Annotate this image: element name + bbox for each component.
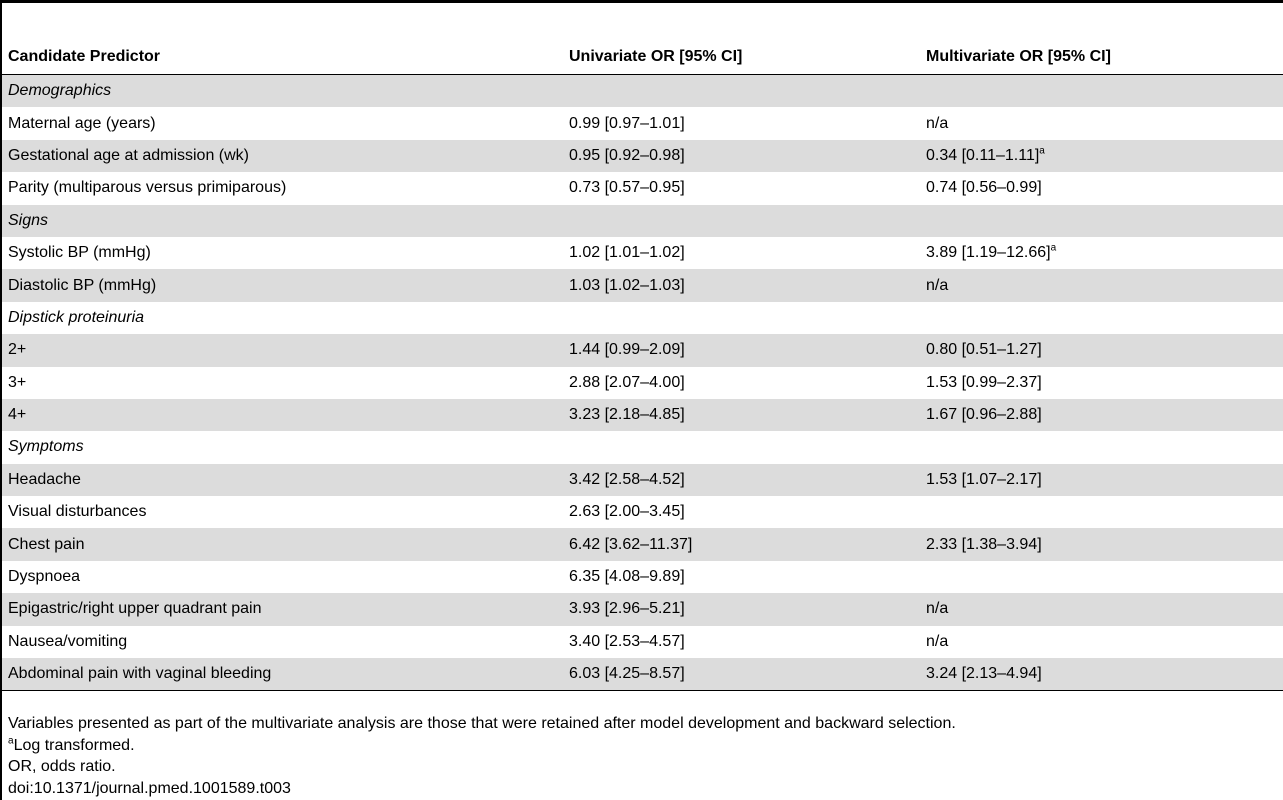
table-row <box>2 172 1283 204</box>
section-row <box>2 75 1283 108</box>
multivariate-or-cell <box>920 593 1283 625</box>
multivariate-or-cell <box>920 269 1283 301</box>
predictor-table <box>2 40 1283 691</box>
section-label: Demographics <box>2 75 563 108</box>
multivariate-or-cell <box>920 496 1283 528</box>
table-footnotes <box>8 713 956 799</box>
univariate-or-cell <box>563 302 920 334</box>
multivariate-or-value: 2.33 [1.38–3.94] <box>926 535 1042 553</box>
multivariate-or-cell <box>920 658 1283 691</box>
table-row <box>2 626 1283 658</box>
multivariate-or-cell <box>920 626 1283 658</box>
multivariate-or-cell <box>920 237 1283 269</box>
section-row <box>2 431 1283 463</box>
multivariate-or-cell <box>920 367 1283 399</box>
univariate-or-cell: 1.44 [0.99–2.09] <box>563 334 920 366</box>
univariate-or-cell: 0.99 [0.97–1.01] <box>569 114 685 132</box>
predictor-label: Chest pain <box>2 528 563 560</box>
header-candidate-predictor: Candidate Predictor <box>8 48 161 65</box>
multivariate-or-cell <box>920 334 1283 366</box>
table-row <box>2 464 1283 496</box>
multivariate-or-value: 0.80 [0.51–1.27] <box>926 341 1042 359</box>
univariate-or-cell: 2.88 [2.07–4.00] <box>569 373 685 391</box>
univariate-or-cell: 3.23 [2.18–4.85] <box>563 399 920 431</box>
section-row <box>2 205 1283 237</box>
predictor-label: Epigastric/right upper quadrant pain <box>2 593 563 625</box>
multivariate-or-value: n/a <box>926 114 949 132</box>
multivariate-or-value: n/a <box>926 276 949 294</box>
table-row <box>2 399 1283 431</box>
table-row <box>2 237 1283 269</box>
multivariate-or-value: 0.74 [0.56–0.99] <box>926 179 1042 197</box>
footnote-odds-ratio: OR, odds ratio. <box>8 758 116 775</box>
multivariate-or-cell <box>920 561 1283 593</box>
predictor-label: 4+ <box>2 399 563 431</box>
predictor-label: Maternal age (years) <box>8 114 156 132</box>
footnote-log-transformed <box>8 735 956 757</box>
table-row <box>2 496 1283 528</box>
univariate-or-cell: 6.35 [4.08–9.89] <box>569 568 685 586</box>
table-row <box>2 528 1283 560</box>
predictor-label: Systolic BP (mmHg) <box>8 244 151 262</box>
header-row <box>2 40 1283 75</box>
footnote-marker: a <box>8 735 14 747</box>
multivariate-or-value: 1.53 [0.99–2.37] <box>926 373 1042 391</box>
log-transformed-marker: a <box>1039 145 1045 157</box>
header-univariate-or: Univariate OR [95% CI] <box>569 48 743 65</box>
section-label: Signs <box>2 205 563 237</box>
table-row <box>2 367 1283 399</box>
multivariate-or-cell <box>920 75 1283 108</box>
predictor-label: Headache <box>2 464 563 496</box>
univariate-or-cell <box>563 205 920 237</box>
predictor-label: 3+ <box>8 373 27 391</box>
predictor-label: 2+ <box>2 334 563 366</box>
multivariate-or-cell <box>920 431 1283 463</box>
predictor-label: Nausea/vomiting <box>8 632 128 650</box>
table-row <box>2 269 1283 301</box>
univariate-or-cell: 3.42 [2.58–4.52] <box>563 464 920 496</box>
predictor-label: Parity (multiparous versus primiparous) <box>8 179 287 197</box>
univariate-or-cell: 6.42 [3.62–11.37] <box>563 528 920 560</box>
univariate-or-cell: 2.63 [2.00–3.45] <box>569 503 685 521</box>
footnote-variables: Variables presented as part of the multivariate analysis are those that were retained after model development and backward selection. <box>8 715 956 732</box>
predictor-label: Abdominal pain with vaginal bleeding <box>2 658 563 691</box>
multivariate-or-cell <box>920 172 1283 204</box>
multivariate-or-cell <box>920 107 1283 139</box>
section-row <box>2 302 1283 334</box>
table-row <box>2 107 1283 139</box>
multivariate-or-cell <box>920 205 1283 237</box>
footnote-log-text: Log transformed. <box>13 736 135 754</box>
univariate-or-cell: 1.03 [1.02–1.03] <box>563 269 920 301</box>
table-row <box>2 334 1283 366</box>
multivariate-or-cell <box>920 464 1283 496</box>
section-label: Symptoms <box>8 438 84 456</box>
multivariate-or-value: 3.89 [1.19–12.66] <box>926 244 1051 262</box>
multivariate-or-value: 3.24 [2.13–4.94] <box>926 665 1042 683</box>
multivariate-or-value: 1.67 [0.96–2.88] <box>926 406 1042 424</box>
table-row <box>2 140 1283 172</box>
univariate-or-cell: 0.73 [0.57–0.95] <box>569 179 685 197</box>
predictor-label: Gestational age at admission (wk) <box>2 140 563 172</box>
multivariate-or-cell <box>920 302 1283 334</box>
univariate-or-cell <box>563 75 920 108</box>
top-rule <box>0 0 1283 3</box>
univariate-or-cell: 6.03 [4.25–8.57] <box>563 658 920 691</box>
table-row <box>2 658 1283 691</box>
doi-text: doi:10.1371/journal.pmed.1001589.t003 <box>8 779 291 797</box>
table-row <box>2 561 1283 593</box>
table-row <box>2 593 1283 625</box>
multivariate-or-value: 1.53 [1.07–2.17] <box>926 470 1042 488</box>
predictor-label: Dyspnoea <box>8 568 81 586</box>
multivariate-or-value: n/a <box>926 600 949 618</box>
header-multivariate-or: Multivariate OR [95% CI] <box>926 48 1111 65</box>
multivariate-or-cell <box>920 528 1283 560</box>
univariate-or-cell: 1.02 [1.01–1.02] <box>569 244 685 262</box>
univariate-or-cell: 3.40 [2.53–4.57] <box>569 632 685 650</box>
table-body <box>2 75 1283 691</box>
multivariate-or-cell <box>920 399 1283 431</box>
univariate-or-cell: 0.95 [0.92–0.98] <box>563 140 920 172</box>
univariate-or-cell: 3.93 [2.96–5.21] <box>563 593 920 625</box>
multivariate-or-value: n/a <box>926 632 949 650</box>
multivariate-or-cell <box>920 140 1283 172</box>
log-transformed-marker: a <box>1050 242 1057 254</box>
predictor-label: Visual disturbances <box>8 503 147 521</box>
predictor-label: Diastolic BP (mmHg) <box>2 269 563 301</box>
section-label: Dipstick proteinuria <box>8 308 145 326</box>
multivariate-or-value: 0.34 [0.11–1.11] <box>926 146 1040 164</box>
univariate-or-cell <box>563 431 920 463</box>
